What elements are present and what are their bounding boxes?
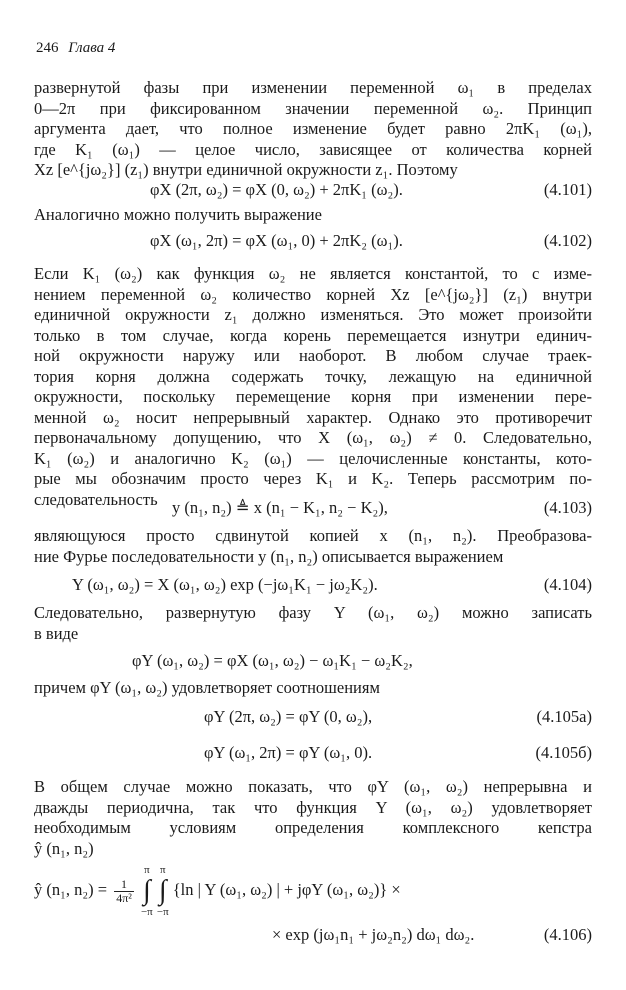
integral-upper-limit: π <box>159 864 166 876</box>
text-line: только в том случае, когда корень перемещается изнутри единич- <box>34 325 592 345</box>
equation-4-101: φX (2π, ω₂) = φX (0, ω₂) + 2πK₁ (ω₂). <box>150 180 403 199</box>
integral-inner <box>157 864 169 918</box>
text-line: ной окружности наружу или наоборот. В любом случае траек- <box>34 346 592 365</box>
text-line: единичной окружности z₁ должно изменяться. Это может произойти <box>34 305 592 324</box>
text-line: первоначальному допущению, что X (ω₁, ω₂) ≠ 0. Следовательно, <box>34 428 592 447</box>
text-line: развернутой фазы при изменении переменной ω₁ в пределах <box>34 78 592 97</box>
text-line: являющуюся просто сдвинутой копией x (n₁, n₂). Преобразова- <box>34 526 592 545</box>
equation-number-4-104: (4.104) <box>543 575 592 594</box>
equation-number-4-103: (4.103) <box>543 498 592 517</box>
text-line: ние Фурье последовательности y (n₁, n₂) описывается выражением <box>34 546 504 566</box>
equation-4-102: φX (ω₁, 2π) = φX (ω₁, 0) + 2πK₂ (ω₁). <box>150 231 403 250</box>
analog-line <box>34 205 592 226</box>
paragraph-1 <box>34 78 592 181</box>
integral-upper-limit: π <box>144 864 150 876</box>
text-line: ŷ (n₁, n₂) <box>34 838 94 858</box>
text-line: Если K₁ (ω₂) как функция ω₂ не является константой, то с изме- <box>34 264 592 283</box>
text-line: Аналогично можно получить выражение <box>34 205 322 224</box>
integrand: {ln | Y (ω₁, ω₂) | + jφY (ω₁, ω₂)} × <box>172 879 401 899</box>
page-header <box>36 40 115 57</box>
text-line: следовательность <box>34 489 158 509</box>
paragraph-3 <box>34 526 592 567</box>
equation-number-4-102: (4.102) <box>543 231 592 250</box>
text-line: нением переменной ω₂ количество корней Xz [e^{jω₂}] (z₁) внутри <box>34 284 592 304</box>
equation-number-4-105b: (4.105б) <box>535 743 592 762</box>
text-line: необходимым условиям определения комплексного кепстра <box>34 818 592 837</box>
integral-lower-limit: −π <box>140 906 153 918</box>
text-line: тория корня должна содержать точку, лежащую на единичной <box>34 366 592 386</box>
equation-number-4-106: (4.106) <box>543 925 592 944</box>
page-number: 246 <box>36 40 59 56</box>
fraction-denominator: 4π² <box>116 890 132 905</box>
equation-4-103: y (n₁, n₂) ≜ x (n₁ − K₁, n₂ − K₂), <box>172 498 388 517</box>
equation-number-4-105a: (4.105а) <box>536 707 592 726</box>
equation-phase: φY (ω₁, ω₂) = φX (ω₁, ω₂) − ω₁K₁ − ω₂K₂, <box>132 651 413 670</box>
cepstrum-lhs: ŷ (n₁, n₂) = <box>34 879 108 899</box>
text-line: K₁ (ω₂) и аналогично K₂ (ω₁) — целочисленные константы, кото- <box>34 448 592 468</box>
text-line: в виде <box>34 623 79 643</box>
paragraph-2 <box>34 264 592 510</box>
text-line: причем φY (ω₁, ω₂) удовлетворяет соотношениям <box>34 678 380 697</box>
integral-sign: ∫ <box>158 875 167 906</box>
text-line: аргумента дает, что полное изменение будет равно 2πK₁ (ω₁), <box>34 119 592 138</box>
text-line: где K₁ (ω₁) — целое число, зависящее от количества корней <box>34 139 592 159</box>
text-line: дважды периодична, так что функция Y (ω₁, ω₂) удовлетворяет <box>34 797 592 817</box>
text-line: менной ω₂ носит непрерывный характер. Однако это противоречит <box>34 407 592 427</box>
integral-outer <box>141 864 153 918</box>
text-line: Следовательно, развернутую фазу Y (ω₁, ω₂) можно записать <box>34 603 592 622</box>
equation-4-106-line1 <box>34 864 401 918</box>
equation-4-105a: φY (2π, ω₂) = φY (0, ω₂), <box>204 707 373 726</box>
chapter-title: Глава 4 <box>68 40 116 56</box>
integral-lower-limit: −π <box>156 906 169 918</box>
equation-4-105b: φY (ω₁, 2π) = φY (ω₁, 0). <box>204 743 373 762</box>
paragraph-4 <box>34 603 592 644</box>
text-line: Xz [e^{jω₂}] (z₁) внутри единичной окружности z₁. Поэтому <box>34 160 458 179</box>
equation-4-106-line2: × exp (jω₁n₁ + jω₂n₂) dω₁ dω₂. <box>272 925 475 944</box>
prichem-line <box>34 678 592 699</box>
text-line: 0—2π при фиксированном значении переменной ω₂. Принцип <box>34 98 592 118</box>
paragraph-5 <box>34 777 592 859</box>
fraction <box>114 878 134 905</box>
fraction-numerator: 1 <box>114 878 134 892</box>
text-line: В общем случае можно показать, что φY (ω₁, ω₂) непрерывна и <box>34 777 592 796</box>
equation-4-104: Y (ω₁, ω₂) = X (ω₁, ω₂) exp (−jω₁K₁ − jω₂K₂). <box>72 575 378 594</box>
integral-sign: ∫ <box>143 875 151 906</box>
text-line: окружности, поскольку перемещение корня при изменении пере- <box>34 387 592 406</box>
equation-number-4-101: (4.101) <box>543 180 592 199</box>
text-line: рые мы обозначим просто через K₁ и K₂. Теперь рассмотрим по- <box>34 469 592 488</box>
